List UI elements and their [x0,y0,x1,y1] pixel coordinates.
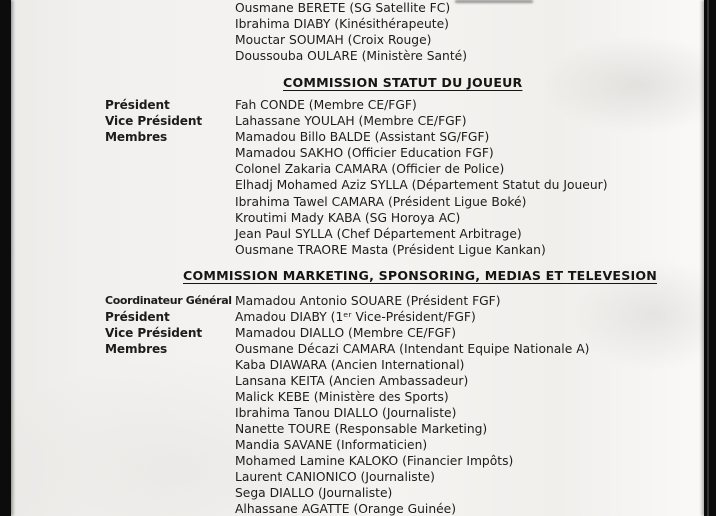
member-row [0,405,704,421]
member-row [0,194,704,210]
member-row [0,48,704,64]
member-row [0,145,704,161]
scan-streak-artifact [707,0,709,516]
role-label: Membres [105,129,168,144]
member-row [0,0,704,16]
member-name: Fah CONDE (Membre CE/FGF) [235,97,417,112]
member-name: Colonel Zakaria CAMARA (Officier de Police) [235,162,505,177]
member-row [0,421,704,437]
member-row [0,113,704,129]
member-name: Mohamed Lamine KALOKO (Financier Impôts) [235,453,514,468]
role-label: Président [105,309,170,324]
member-name: Kaba DIAWARA (Ancien International) [235,357,465,372]
member-name: Sega DIALLO (Journaliste) [235,486,393,501]
member-name: Ousmane Décazi CAMARA (Intendant Equipe Nationale A) [235,341,590,356]
member-row [0,293,704,309]
section-commission-statut-du-joueur [0,97,704,259]
member-name: Kroutimi Mady KABA (SG Horoya AC) [235,210,461,225]
member-name: Doussouba OULARE (Ministère Santé) [235,49,468,64]
member-name: Mamadou DIALLO (Membre CE/FGF) [235,325,457,340]
member-row [0,226,704,242]
member-row [0,469,704,485]
member-name: Mandia SAVANE (Informaticien) [235,437,428,452]
member-name: Ibrahima Tanou DIALLO (Journaliste) [235,405,457,420]
member-row [0,389,704,405]
member-name: Nanette TOURE (Responsable Marketing) [235,421,488,436]
member-name: Jean Paul SYLLA (Chef Département Arbitrage) [235,227,522,241]
section-members-continued [0,0,704,64]
member-row [0,242,704,258]
role-label: Vice Président [105,325,203,340]
member-row [0,341,704,357]
member-name: Laurent CANIONICO (Journaliste) [235,470,435,485]
section-heading-statut-du-joueur: COMMISSION STATUT DU JOUEUR [283,74,523,90]
member-row [0,501,704,516]
member-name: Amadou DIABY (1ᵉʳ Vice-Président/FGF) [235,309,476,324]
role-label: Président [105,97,170,112]
member-row [0,453,704,469]
member-name: Malick KEBE (Ministère des Sports) [235,389,449,404]
member-row [0,309,704,325]
role-label: Vice Président [105,113,203,128]
member-row [0,210,704,226]
member-row [0,97,704,113]
member-name: Lansana KEITA (Ancien Ambassadeur) [235,373,469,388]
member-name: Mamadou Antonio SOUARE (Président FGF) [235,293,501,308]
role-label: Membres [105,341,168,356]
member-name: Ibrahima DIABY (Kinésithérapeute) [235,17,449,32]
scan-border-right [704,0,716,516]
member-name: Ousmane TRAORE Masta (Président Ligue Kankan) [235,243,546,258]
member-name: Alhassane AGATTE (Orange Guinée) [235,502,457,516]
member-row [0,437,704,453]
member-row [0,373,704,389]
member-name: Mamadou SAKHO (Officier Education FGF) [235,146,494,161]
member-row [0,357,704,373]
role-label: Coordinateur Général [105,293,232,307]
member-row [0,485,704,501]
member-name: Ousmane BERETE (SG Satellite FC) [235,1,451,15]
member-name: Mamadou Billo BALDE (Assistant SG/FGF) [235,129,490,144]
scan-border-left [0,0,11,516]
member-name: Elhadj Mohamed Aziz SYLLA (Département Statut du Joueur) [235,178,608,193]
member-name: Lahassane YOULAH (Membre CE/FGF) [235,113,467,128]
member-name: Ibrahima Tawel CAMARA (Président Ligue Boké) [235,194,527,209]
member-row [0,325,704,341]
member-name: Mouctar SOUMAH (Croix Rouge) [235,33,432,48]
member-row [0,32,704,48]
member-row [0,161,704,177]
section-commission-marketing [0,293,704,516]
member-row [0,129,704,145]
member-row [0,16,704,32]
section-heading-marketing-sponsoring-medias-television: COMMISSION MARKETING, SPONSORING, MEDIAS ET TELEVESION [183,267,658,283]
member-row [0,177,704,193]
